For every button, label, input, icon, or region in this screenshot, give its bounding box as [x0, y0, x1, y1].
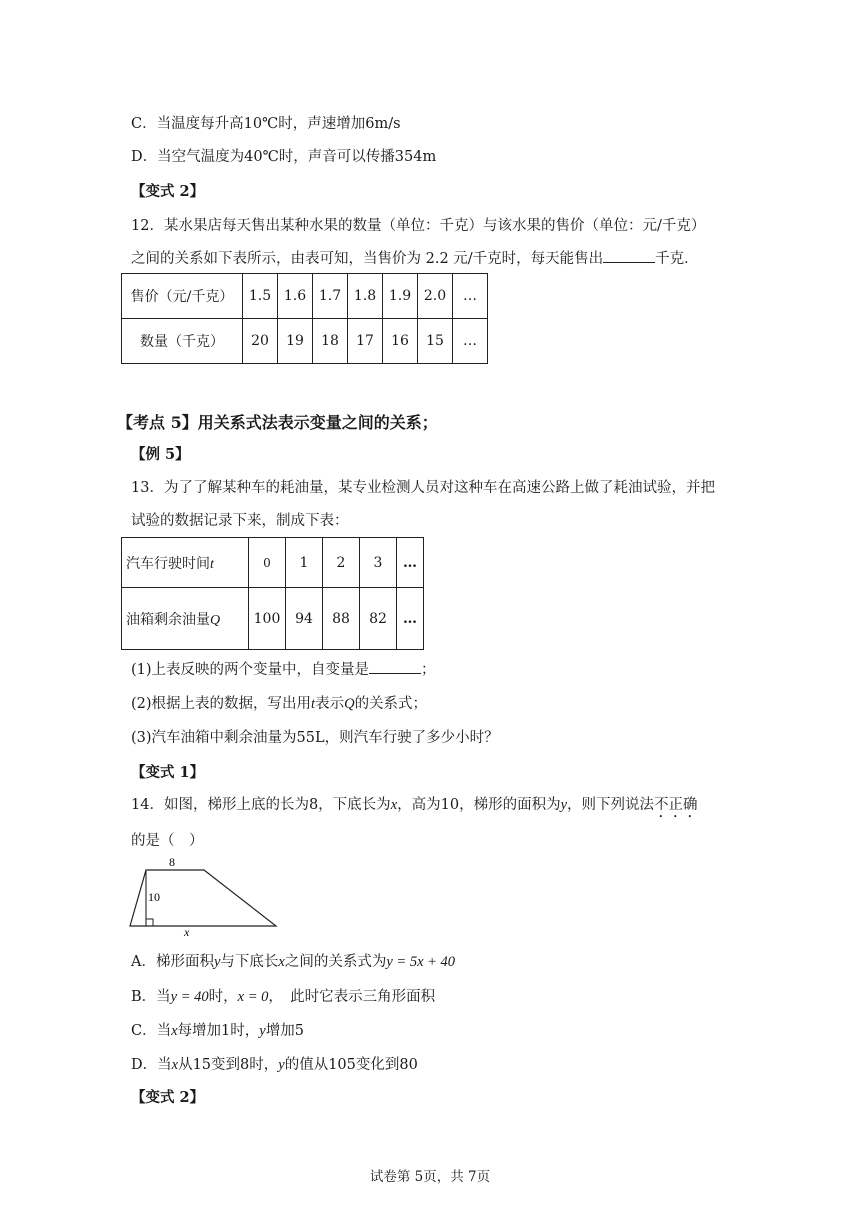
- trapezoid-figure: [124, 853, 284, 937]
- table-cell: 88: [323, 588, 360, 650]
- table-cell: 18: [313, 319, 348, 364]
- q13-sub3: (3)汽车油箱中剩余油量为55L，则汽车行驶了多少小时？: [131, 730, 499, 746]
- q14-option-d: D．当x从15变到8时，y的值从105变化到80: [131, 1057, 418, 1073]
- q13-sub2: (2)根据上表的数据，写出用t表示Q的关系式；: [131, 696, 428, 712]
- table-row-header: 油箱剩余油量Q: [122, 588, 249, 650]
- table-cell: 0: [249, 538, 286, 588]
- q13-sub1: (1)上表反映的两个变量中，自变量是 ；: [131, 658, 436, 679]
- table-cell: …: [397, 588, 424, 650]
- table-cell: 16: [383, 319, 418, 364]
- q13-fuel-table: [121, 537, 424, 650]
- topic-heading: 【考点 5】用关系式法表示变量之间的关系；: [117, 413, 438, 432]
- table-row-header: 汽车行驶时间t: [122, 538, 249, 588]
- example-heading: 【例 5】: [131, 446, 190, 463]
- q14-option-a: A．梯形面积y与下底长x之间的关系式为y = 5x + 40: [131, 954, 456, 970]
- table-cell: …: [453, 319, 488, 364]
- table-cell: 1.7: [313, 274, 348, 319]
- table-cell: …: [397, 538, 424, 588]
- table-cell: 17: [348, 319, 383, 364]
- table-cell: 1.5: [243, 274, 278, 319]
- variant-heading: 【变式 2】: [131, 1089, 205, 1106]
- table-row-header: 售价（元/千克）: [122, 274, 243, 319]
- q14-stem-line1: 14．如图，梯形上底的长为8，下底长为x，高为10，梯形的面积为y，则下列说法不正确: [131, 797, 698, 813]
- table-cell: 1.9: [383, 274, 418, 319]
- page-footer: 试卷第 5页，共 7页: [369, 1169, 491, 1185]
- q11-option-c: C．当温度每升高10℃时，声速增加6m/s: [131, 116, 401, 132]
- table-cell: 1.6: [278, 274, 313, 319]
- height-label: 10: [148, 890, 160, 904]
- q12-stem-line1: 12．某水果店每天售出某种水果的数量（单位：千克）与该水果的售价（单位：元/千克）: [131, 218, 706, 234]
- table-cell: 19: [278, 319, 313, 364]
- q14-stem-line2: 的是（ ）: [131, 833, 204, 849]
- table-cell: 94: [286, 588, 323, 650]
- table-row-header: 数量（千克）: [122, 319, 243, 364]
- answer-blank: [603, 248, 655, 263]
- table-cell: …: [453, 274, 488, 319]
- table-cell: 15: [418, 319, 453, 364]
- q12-price-quantity-table: [121, 273, 488, 364]
- table-cell: 3: [360, 538, 397, 588]
- q14-option-c: C．当x每增加1时，y增加5: [131, 1023, 304, 1039]
- q13-stem-line1: 13．为了了解某种车的耗油量，某专业检测人员对这种车在高速公路上做了耗油试验，并把: [131, 480, 715, 496]
- variant-heading: 【变式 2】: [131, 183, 205, 200]
- q11-option-d: D．当空气温度为40℃时，声音可以传播354m: [131, 149, 437, 165]
- table-cell: 82: [360, 588, 397, 650]
- answer-blank: [369, 659, 421, 674]
- table-cell: 100: [249, 588, 286, 650]
- q14-option-b: B．当y = 40时，x = 0， 此时它表示三角形面积: [131, 989, 436, 1005]
- table-cell: 2: [323, 538, 360, 588]
- q12-stem-line2: 之间的关系如下表所示，由表可知，当售价为 2.2 元/千克时，每天能售出 千克．: [131, 247, 699, 268]
- right-angle-mark: [146, 919, 153, 926]
- table-cell: 1.8: [348, 274, 383, 319]
- table-cell: 20: [243, 319, 278, 364]
- table-cell: 2.0: [418, 274, 453, 319]
- q13-stem-line2: 试验的数据记录下来，制成下表：: [131, 513, 349, 529]
- variant-heading: 【变式 1】: [131, 764, 205, 781]
- top-base-label: 8: [169, 855, 175, 869]
- bottom-base-label: x: [184, 925, 190, 937]
- table-cell: 1: [286, 538, 323, 588]
